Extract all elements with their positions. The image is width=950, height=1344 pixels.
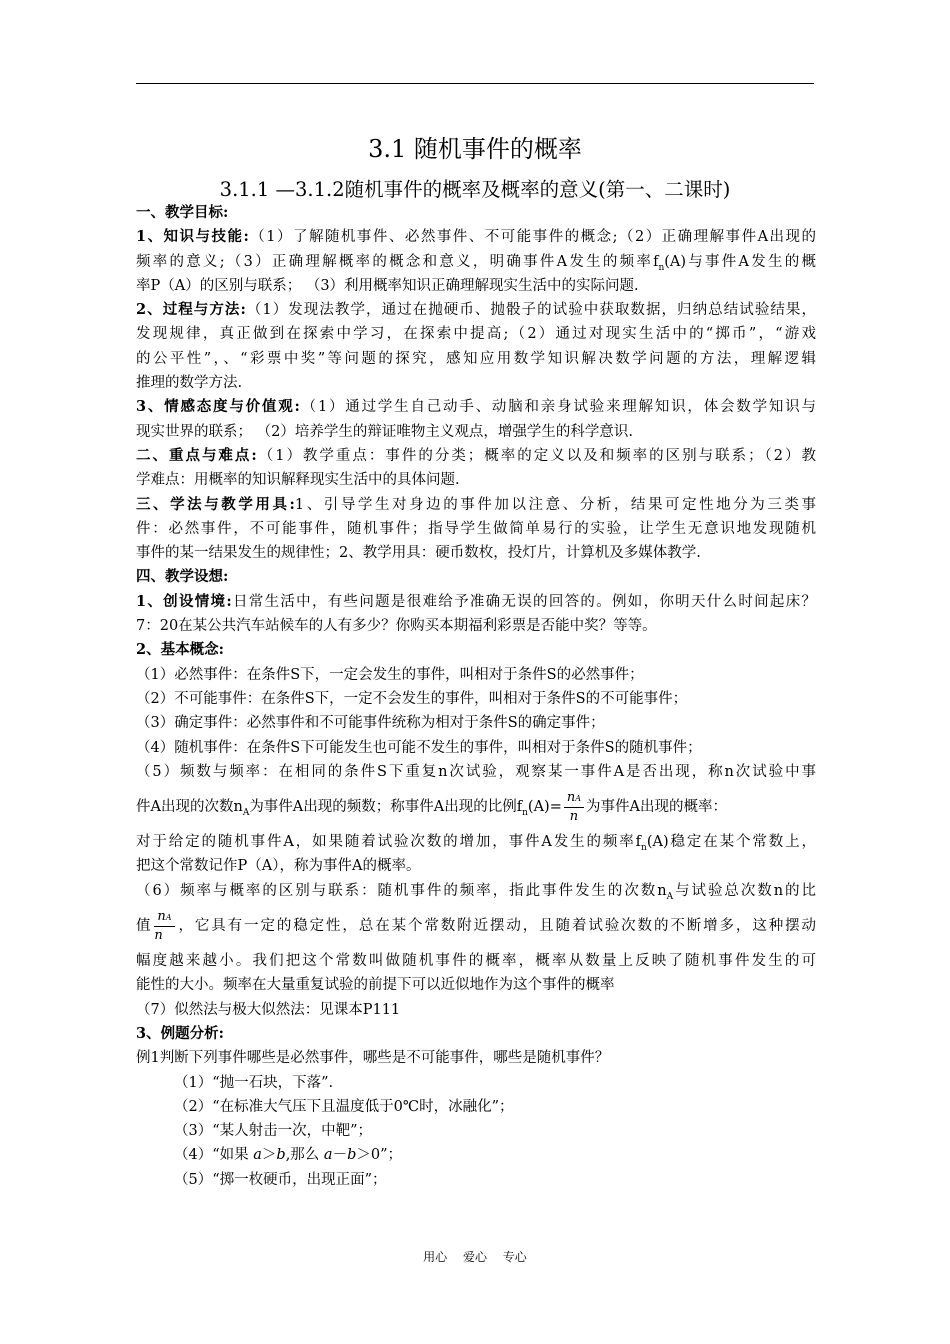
context-line-1: 1、创设情境:日常生活中，有些问题是很难给予准确无误的回答的。例如，你明天什么时间起床？ <box>136 592 816 610</box>
goal-process-line-4: 推理的数学方法. <box>136 375 243 392</box>
definition-difference-line-1: （6）频率与概率的区别与联系：随机事件的频率，指此事件发生的次数$n_A$与试验总次数n的比 <box>136 882 816 902</box>
goal-knowledge-label: 1、知识与技能: <box>136 228 249 246</box>
definition-frequency-line-2: 件A出现的次数$n_A$为事件A出现的频数；称事件A出现的比例$f_n(A)=$ $\frac{nA}{n}$ 为事件A出现的概率： <box>136 789 727 824</box>
example-item-4: （4）“如果 a＞b,那么 a－b＞0”； <box>174 1147 403 1164</box>
frequency-fraction: $\frac{nA}{n}$ <box>564 790 584 825</box>
examples-label: 3、例题分析: <box>136 1024 224 1042</box>
definition-random-event: （4）随机事件：在条件S下可能发生也可能不发生的事件，叫相对于条件S的随机事件； <box>136 739 702 756</box>
definition-difference-line-4: 能性的大小。频率在大量重复试验的前提下可以近似地作为这个事件的概率 <box>136 977 615 994</box>
definition-impossible-event: （2）不可能事件：在条件S下，一定不会发生的事件，叫相对于条件S的不可能事件； <box>136 690 688 707</box>
goal-process-line-2: 发现规律，真正做到在探索中学习，在探索中提高;（2）通过对现实生活中的“掷币”，“游戏 <box>136 326 816 343</box>
example-item-1: （1）“抛一石块，下落”. <box>174 1074 334 1091</box>
methods-line-3: 事件的某一结果发生的规律性；2、教学用具：硬币数枚，投灯片，计算机及多媒体教学. <box>136 545 701 562</box>
definition-frequency-line-1: （5）频数与频率：在相同的条件S下重复n次试验，观察某一事件A是否出现，称n次试验中事 <box>136 763 816 780</box>
header-rule <box>136 83 814 84</box>
definition-certain-event: （1）必然事件：在条件S下，一定会发生的事件，叫相对于条件S的必然事件； <box>136 666 644 683</box>
document-body <box>136 201 816 1192</box>
context-line-2: 7：20在某公共汽车站候车的人有多少？你购买本期福利彩票是否能中奖？等等。 <box>136 618 657 635</box>
goal-process-line-3: 的公平性”，、“彩票中奖”等问题的探究，感知应用数学知识解决数学问题的方法，理解逻辑 <box>136 350 816 367</box>
keypoints-line-2: 学难点：用概率的知识解释现实生活中的具体问题. <box>136 472 460 489</box>
keypoints-line-1: 二、重点与难点:（1）教学重点：事件的分类；概率的定义以及和频率的区别与联系；（2）教 <box>136 446 816 464</box>
methods-line-1: 三、学法与教学用具:1、引导学生对身边的事件加以注意、分析，结果可定性地分为三类事 <box>136 495 816 513</box>
page-title: 3.1 随机事件的概率 <box>368 135 582 163</box>
example-intro: 例1判断下列事件哪些是必然事件，哪些是不可能事件，哪些是随机事件？ <box>136 1050 610 1067</box>
definition-likelihood: （7）似然法与极大似然法：见课本P111 <box>136 1001 401 1018</box>
goal-attitude-line-1: 3、情感态度与价值观:（1）通过学生自己动手、动脑和亲身试验来理解知识，体会数学知识与 <box>136 398 816 416</box>
definition-difference-line-3: 幅度越来越小。我们把这个常数叫做随机事件的概率，概率从数量上反映了随机事件发生的可 <box>136 953 816 970</box>
page-footer: 用心 爱心 专心 <box>423 1250 527 1264</box>
definition-frequency-line-3: 对于给定的随机事件A，如果随着试验次数的增加，事件A发生的频率$f_n(A)$稳定在某个常数上， <box>136 834 816 854</box>
ratio-fraction: $\frac{nA}{n}$ <box>154 909 174 944</box>
goal-attitude-line-2: 现实世界的联系； （2）培养学生的辩证唯物主义观点，增强学生的科学意识. <box>136 423 633 440</box>
goal-process-line-1: 2、过程与方法:（1）发现法教学，通过在抛硬币、抛骰子的试验中获取数据，归纳总结试验结果， <box>136 301 816 319</box>
methods-line-2: 件：必然事件，不可能事件，随机事件；指导学生做简单易行的实验，让学生无意识地发现随机 <box>136 520 816 537</box>
goal-knowledge-line-3: 率P（A）的区别与联系； （3）利用概率知识正确理解现实生活中的实际问题. <box>136 277 639 294</box>
example-item-3: （3）“某人射击一次，中靶”； <box>174 1123 373 1140</box>
concepts-label: 2、基本概念: <box>136 641 224 659</box>
example-item-2: （2）“在标准大气压下且温度低于0℃时，冰融化”； <box>174 1098 514 1115</box>
example-item-5: （5）“掷一枚硬币，出现正面”； <box>174 1171 387 1188</box>
definition-determined-event: （3）确定事件：必然事件和不可能事件统称为相对于条件S的确定事件； <box>136 715 605 732</box>
goal-attitude-label: 3、情感态度与价值观: <box>136 398 300 416</box>
section-heading-goals: 一、教学目标: <box>136 204 229 221</box>
section-heading-methods: 三、学法与教学用具: <box>136 495 295 513</box>
definition-difference-line-2: 值 $\frac{nA}{n}$ ，它具有一定的稳定性，总在某个常数附近摆动，且随着试验次数的不断增多，这种摆动 <box>136 908 817 943</box>
goal-knowledge-line-2: 频率的意义;（3）正确理解概率的概念和意义，明确事件A发生的频率$f_n(A)$与事件A发生的概 <box>136 253 816 273</box>
section-heading-design: 四、教学设想: <box>136 568 229 586</box>
context-label: 1、创设情境: <box>136 592 232 610</box>
goal-knowledge-line-1: 1、知识与技能:（1）了解随机事件、必然事件、不可能事件的概念;（2）正确理解事件A出现的 <box>136 228 816 246</box>
goal-process-label: 2、过程与方法: <box>136 301 246 319</box>
definition-frequency-line-4: 把这个常数记作P（A），称为事件A的概率。 <box>136 858 421 875</box>
page-subtitle: 3.1.1 —3.1.2随机事件的概率及概率的意义(第一、二课时) <box>219 178 731 201</box>
section-heading-keypoints: 二、重点与难点: <box>136 446 257 464</box>
